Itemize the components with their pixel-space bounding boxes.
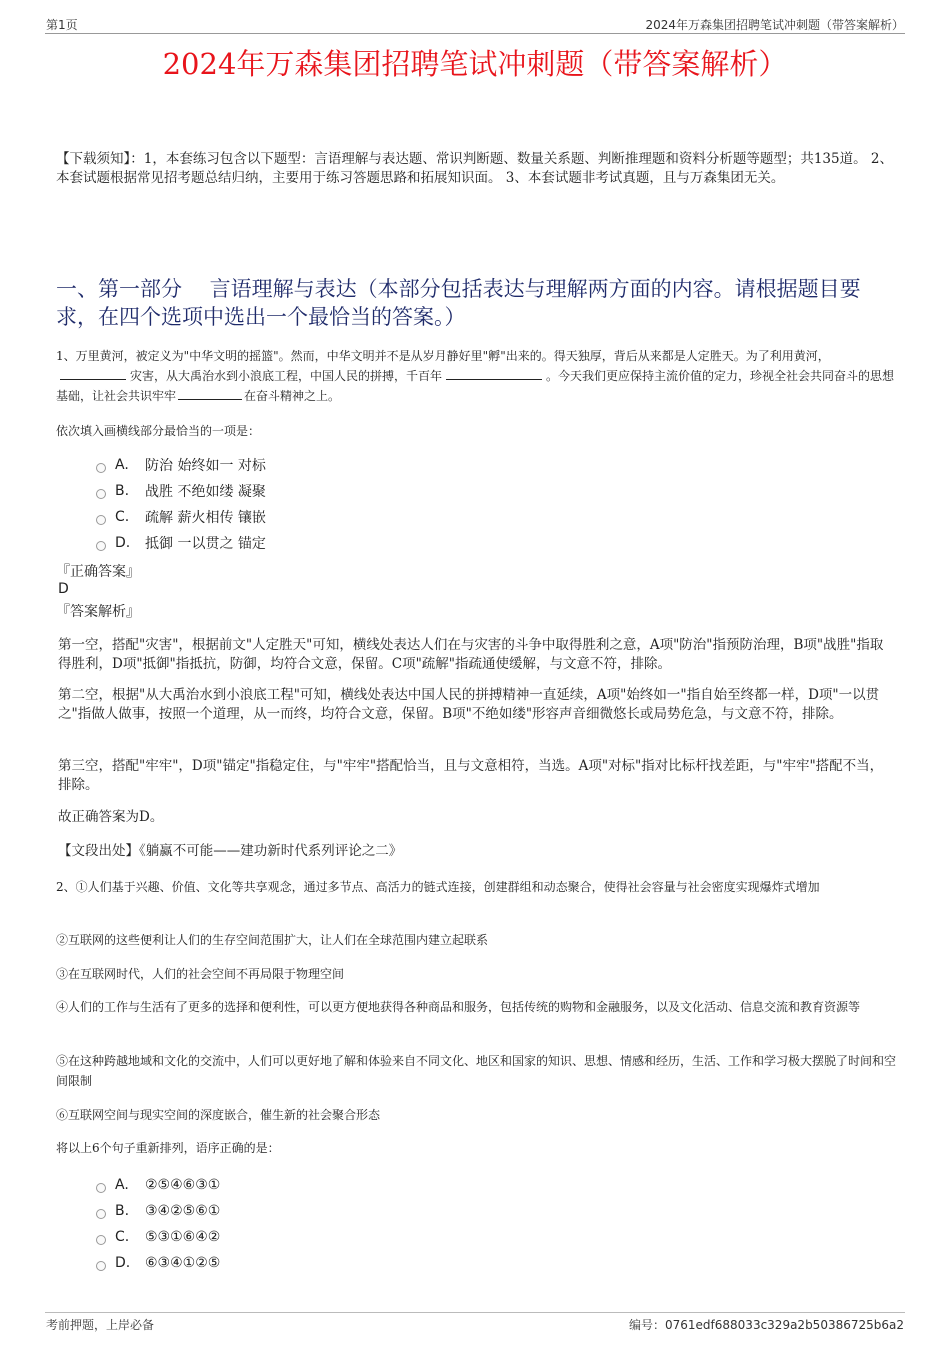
blank-2 (446, 367, 542, 380)
option-c[interactable] (96, 1224, 220, 1250)
question-2-sentence-2: ②互联网的这些便利让人们的生存空间范围扩大，让人们在全球范围内建立起联系 (56, 933, 489, 947)
radio-button[interactable] (96, 541, 106, 551)
option-b[interactable] (96, 1198, 220, 1224)
option-letter: C. (115, 509, 130, 525)
option-letter: A. (115, 457, 129, 473)
radio-button[interactable] (96, 1183, 106, 1193)
option-text: 疏解 薪火相传 镶嵌 (145, 510, 266, 526)
correct-answer: D (58, 581, 69, 597)
question-2-options (96, 1172, 220, 1276)
question-1-options (96, 452, 266, 556)
header-divider (45, 33, 905, 34)
source-citation: 【文段出处】《躺赢不可能——建功新时代系列评论之二》 (58, 843, 403, 859)
radio-button[interactable] (96, 489, 106, 499)
radio-button[interactable] (96, 515, 106, 525)
option-text: ②⑤④⑥③① (145, 1177, 221, 1193)
option-c[interactable] (96, 504, 266, 530)
option-d[interactable] (96, 1250, 220, 1276)
footer-divider (45, 1312, 905, 1313)
download-notice: 【下载须知】：1，本套练习包含以下题型：言语理解与表达题、常识判断题、数量关系题、判断推理题和资料分析题等题型；共135道。 2、本套试题根据常见招考题总结归纳，主要用于练习答题思路和拓展知识面。 3、本套试题非考试真题，且与万森集团无关。 (56, 151, 893, 186)
section-heading: 一、第一部分 言语理解与表达（本部分包括表达与理解两方面的内容。请根据题目要求，在四个选项中选出一个最恰当的答案。） (56, 277, 861, 329)
question-2-sentence-3: ③在互联网时代，人们的社会空间不再局限于物理空间 (56, 967, 345, 981)
stem-text: 灾害，从大禹治水到小浪底工程，中国人民的拼搏，千百年 (130, 369, 443, 383)
option-letter: B. (115, 483, 130, 499)
analysis-paragraph-3: 第三空，搭配"牢牢"，D项"锚定"指稳定住，与"牢牢"搭配恰当，且与文意相符，当选。A项"对标"指对比标杆找差距，与"牢牢"搭配不当，排除。 (58, 758, 884, 793)
analysis-conclusion: 故正确答案为D。 (58, 809, 164, 825)
analysis-paragraph-2: 第二空，根据"从大禹治水到小浪底工程"可知，横线处表达中国人民的拼搏精神一直延续，A项"始终如一"指自始至终都一样，D项"一以贯之"指做人做事，按照一个道理，从一而终，均符合文意，保留。B项"不绝如缕"形容声音细微悠长或局势危急，与文意不符，排除。 (58, 687, 880, 722)
option-text: ⑤③①⑥④② (145, 1229, 221, 1245)
question-2-sentence-4: ④人们的工作与生活有了更多的选择和便利性，可以更方便地获得各种商品和服务，包括传统的购物和金融服务，以及文化活动、信息交流和教育资源等 (56, 1000, 861, 1014)
stem-text: 。今天我们更应保持主流价值的定力，珍视全社会共同奋斗的思想基础，让社会共识牢牢 (56, 369, 895, 403)
page-number: 第1页 (46, 18, 78, 32)
answer-label: 『正确答案』 (56, 564, 140, 580)
option-b[interactable] (96, 478, 266, 504)
radio-button[interactable] (96, 1235, 106, 1245)
question-1-prompt: 依次填入画横线部分最恰当的一项是： (56, 424, 261, 438)
option-a[interactable] (96, 452, 266, 478)
radio-button[interactable] (96, 1261, 106, 1271)
option-text: 防治 始终如一 对标 (145, 458, 266, 474)
option-text: ⑥③④①②⑤ (145, 1255, 221, 1271)
question-2-sentence-6: ⑥互联网空间与现实空间的深度嵌合，催生新的社会聚合形态 (56, 1108, 381, 1122)
option-text: 战胜 不绝如缕 凝聚 (145, 484, 266, 500)
stem-text: 在奋斗精神之上。 (244, 389, 341, 403)
analysis-label: 『答案解析』 (56, 604, 140, 620)
option-text: 抵御 一以贯之 锚定 (145, 536, 266, 552)
analysis-paragraph-1: 第一空，搭配"灾害"，根据前文"人定胜天"可知，横线处表达人们在与灾害的斗争中取得胜利之意，A项"防治"指预防治理，B项"战胜"指取得胜利，D项"抵御"指抵抗，防御，均符合文意，保留。C项"疏解"指疏通使缓解，与文意不符，排除。 (58, 637, 884, 672)
serial-label: 编号： (628, 1318, 665, 1332)
question-2-sentence-1: 2、①人们基于兴趣、价值、文化等共享观念，通过多节点、高活力的链式连接，创建群组和动态聚合，使得社会容量与社会密度实现爆炸式增加 (56, 880, 820, 894)
question-2-sentence-5: ⑤在这种跨越地域和文化的交流中，人们可以更好地了解和体验来自不同文化、地区和国家的知识、思想、情感和经历，生活、工作和学习极大摆脱了时间和空间限制 (56, 1054, 897, 1088)
footer-serial (629, 1316, 904, 1333)
option-letter: B. (115, 1203, 130, 1219)
blank-1 (60, 367, 126, 380)
running-title: 2024年万森集团招聘笔试冲刺题（带答案解析） (645, 18, 904, 32)
footer-slogan: 考前押题，上岸必备 (46, 1318, 155, 1332)
option-letter: D. (115, 1255, 131, 1271)
radio-button[interactable] (96, 463, 106, 473)
option-letter: C. (115, 1229, 130, 1245)
option-letter: A. (115, 1177, 129, 1193)
stem-text: 1、万里黄河，被定义为"中华文明的摇篮"。然而，中华文明并不是从岁月静好里"孵"出来的。得天独厚，背后从来都是人定胜天。为了利用黄河， (56, 349, 830, 363)
question-2-prompt: 将以上6个句子重新排列，语序正确的是： (56, 1141, 280, 1155)
option-letter: D. (115, 535, 131, 551)
blank-3 (178, 387, 242, 400)
radio-button[interactable] (96, 1209, 106, 1219)
option-text: ③④②⑤⑥① (145, 1203, 221, 1219)
option-a[interactable] (96, 1172, 220, 1198)
question-1-stem (56, 346, 898, 406)
serial-code: 0761edf688033c329a2b50386725b6a2 (665, 1318, 904, 1332)
page-title: 2024年万森集团招聘笔试冲刺题（带答案解析） (162, 47, 788, 81)
option-d[interactable] (96, 530, 266, 556)
